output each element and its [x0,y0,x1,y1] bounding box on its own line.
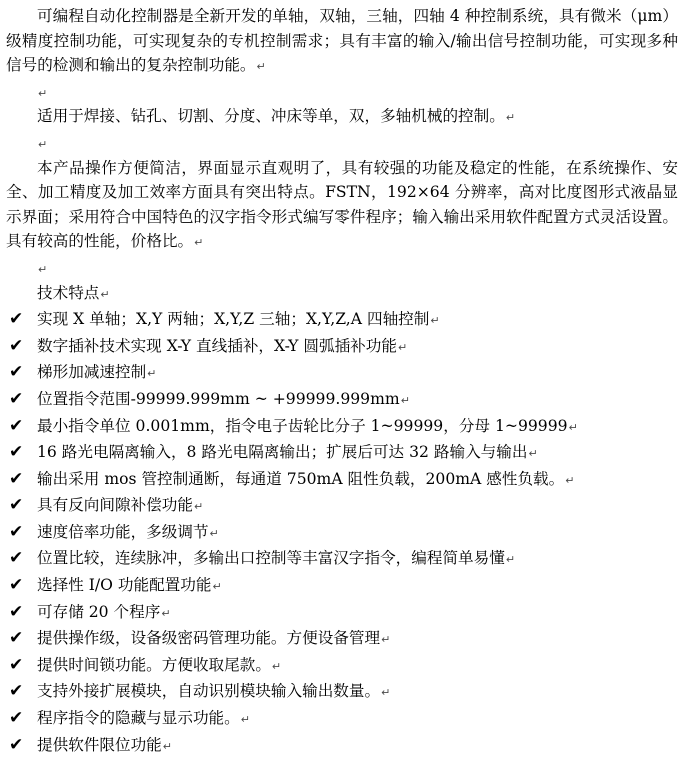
feature-text: 输出采用 mos 管控制通断，每通道 750mA 阻性负载，200mA 感性负载。 [37,469,565,488]
list-item [6,440,678,467]
list-item [6,573,678,600]
paragraph-mark: ↵ [162,739,172,753]
feature-text: 具有反向间隙补偿功能 [37,496,193,515]
check-icon: ✔ [9,708,24,729]
empty-paragraph [6,131,678,156]
empty-paragraph [6,80,678,105]
check-icon: ✔ [9,521,24,542]
feature-text: 速度倍率功能，多级调节 [37,522,209,541]
check-icon: ✔ [9,442,24,463]
paragraph-mark: ↵ [38,262,48,276]
paragraph-mark: ↵ [193,500,204,514]
paragraph-mark: ↵ [505,553,516,567]
paragraph-mark: ↵ [397,340,408,354]
document-body [6,4,678,759]
paragraph-mark: ↵ [161,606,171,620]
check-icon: ✔ [9,388,24,409]
paragraph-mark: ↵ [209,526,219,540]
feature-text: 提供时间锁功能。方便收取尾款。 [37,655,271,674]
feature-text: 选择性 I/O 功能配置功能 [37,576,212,595]
list-item [6,360,678,387]
paragraph-mark: ↵ [381,686,391,700]
check-icon: ✔ [9,495,24,516]
feature-list [6,307,678,759]
paragraph-mark: ↵ [212,580,222,594]
paragraph-mark: ↵ [528,447,538,461]
check-icon: ✔ [9,575,24,596]
paragraph-mark: ↵ [565,473,575,487]
paragraph-mark: ↵ [240,713,250,727]
list-item [6,493,678,520]
list-item [6,679,678,706]
list-item [6,307,678,334]
list-item [6,733,678,759]
list-item [6,387,678,414]
check-icon: ✔ [9,654,24,675]
feature-text: 实现 X 单轴；X,Y 两轴；X,Y,Z 三轴；X,Y,Z,A 四轴控制 [37,310,430,329]
check-icon: ✔ [9,601,24,622]
feature-text: 提供软件限位功能 [37,735,162,754]
feature-text: 提供操作级，设备级密码管理功能。方便设备管理 [37,629,381,648]
check-icon: ✔ [9,309,24,330]
check-icon: ✔ [9,415,24,436]
list-item [6,653,678,680]
paragraph-mark: ↵ [271,659,282,673]
intro-paragraph [6,4,678,80]
list-item [6,600,678,627]
check-icon: ✔ [9,681,24,702]
paragraph-mark: ↵ [256,60,266,74]
feature-text: 16 路光电隔离输入，8 路光电隔离输出；扩展后可达 32 路输入与输出 [37,443,528,462]
description-text: 本产品操作方便简洁，界面显示直观明了，具有较强的功能及稳定的性能，在系统操作、安全、加工精度及加工效率方面具有突出特点。FSTN，192×64 分辨率，高对比度图形式液晶显示界面；采用符合中国特色的汉字指令形式编写零件程序；输入输出采用软件配置方式灵活设置。具有较高的性能，价格比。 [6,158,678,251]
check-icon: ✔ [9,628,24,649]
feature-text: 位置指令范围-99999.999mm ~ +99999.999mm [37,389,400,408]
list-item [6,706,678,733]
list-item [6,414,678,441]
check-icon: ✔ [9,468,24,489]
paragraph-mark: ↵ [194,236,204,250]
check-icon: ✔ [9,335,24,356]
feature-text: 最小指令单位 0.001mm，指令电子齿轮比分子 1~99999，分母 1~99999 [37,416,568,435]
check-icon: ✔ [9,548,24,569]
list-item [6,334,678,361]
paragraph-mark: ↵ [100,287,110,301]
feature-text: 数字插补技术实现 X-Y 直线插补，X-Y 圆弧插补功能 [37,336,397,355]
feature-text: 支持外接扩展模块，自动识别模块输入输出数量。 [37,682,381,701]
applications-paragraph [6,104,678,131]
empty-paragraph [6,256,678,281]
paragraph-mark: ↵ [568,420,578,434]
paragraph-mark: ↵ [400,393,410,407]
feature-text: 位置比较，连续脉冲，多输出口控制等丰富汉字指令，编程简单易懂 [37,549,505,568]
list-item [6,520,678,547]
feature-text: 程序指令的隐藏与显示功能。 [37,709,240,728]
intro-text: 可编程自动化控制器是全新开发的单轴，双轴，三轴，四轴 4 种控制系统，具有微米（μm）级精度控制功能，可实现复杂的专机控制需求；具有丰富的输入/输出信号控制功能，可实现多种信号的检测和输出的复杂控制功能。 [6,7,678,75]
features-title: 技术特点 [37,283,100,302]
paragraph-mark: ↵ [38,86,48,100]
description-paragraph [6,156,678,256]
paragraph-mark: ↵ [381,633,391,647]
features-heading [6,281,678,308]
paragraph-mark: ↵ [505,111,516,125]
check-icon: ✔ [9,362,24,383]
feature-text: 梯形加减速控制 [37,363,147,382]
paragraph-mark: ↵ [430,314,440,328]
paragraph-mark: ↵ [38,137,48,151]
list-item [6,467,678,494]
list-item [6,546,678,573]
applications-text: 适用于焊接、钻孔、切割、分度、冲床等单，双，多轴机械的控制。 [37,107,505,126]
list-item [6,626,678,653]
paragraph-mark: ↵ [147,367,157,381]
feature-text: 可存储 20 个程序 [37,602,161,621]
check-icon: ✔ [9,734,24,755]
